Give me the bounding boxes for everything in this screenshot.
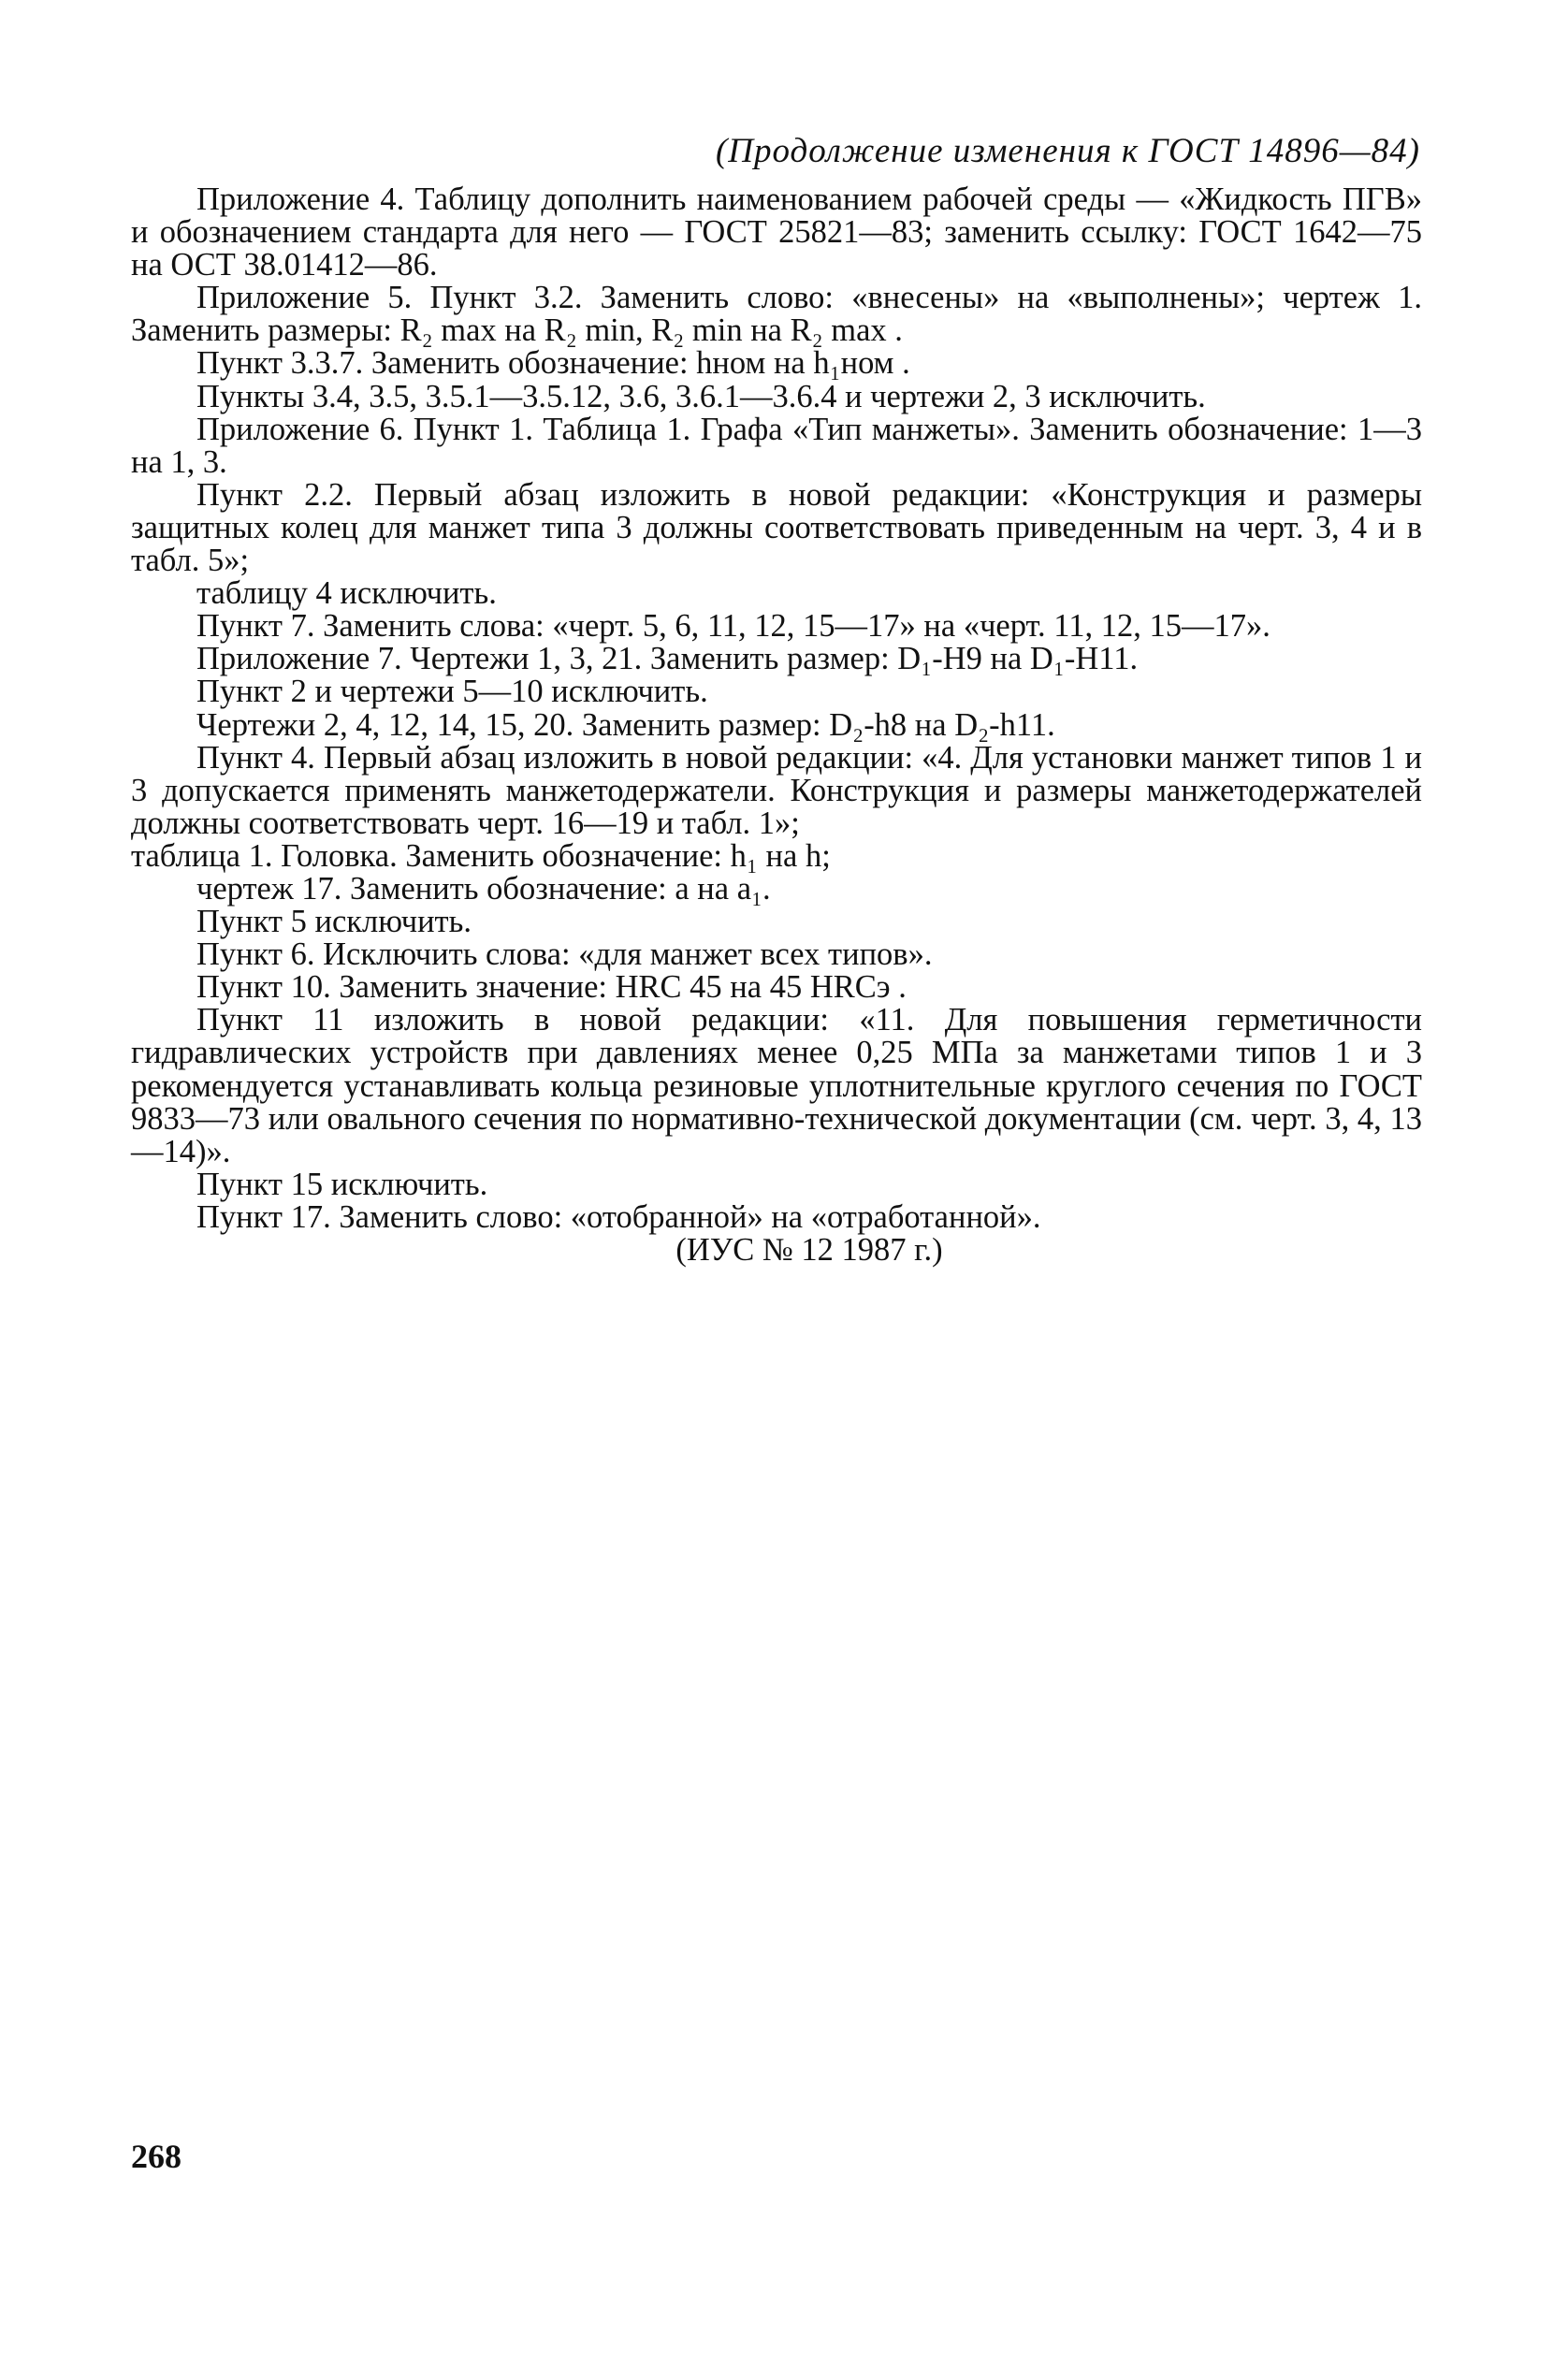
paragraph-item-17: Пункт 17. Заменить слово: «отобранной» на «отработанной». <box>196 1198 1041 1235</box>
paragraph-table-1-head: таблица 1. Головка. Заменить обозначение: h₁ на h; <box>131 837 831 874</box>
paragraph-item-11: Пункт 11 изложить в новой редакции: «11. Для повышения герметичности гидравлических устройств при давлениях менее 0,25 МПа за манжетами типов 1 и 3 рекомендуется устанавливать кольца резиновые уплотнительные круглого сечения по ГОСТ 9833—73 или овального сечения по нормативно-технической документации (см. черт. 3, 4, 13—14)». <box>131 1002 1422 1169</box>
paragraph-item-2-2: Пункт 2.2. Первый абзац изложить в новой редакции: «Конструкция и размеры защитных колец для манжет типа 3 должны соответствовать приведенным на черт. 3, 4 и в табл. 5»; <box>131 476 1422 579</box>
continuation-header: (Продолжение изменения к ГОСТ 14896—84) <box>715 132 1420 170</box>
paragraph-drawing-17: чертеж 17. Заменить обозначение: a на a₁. <box>196 870 771 907</box>
publication-reference: (ИУС № 12 1987 г.) <box>675 1232 943 1268</box>
paragraph-appendix-6: Приложение 6. Пункт 1. Таблица 1. Графа «Тип манжеты». Заменить обозначение: 1—3 на 1, 3. <box>131 411 1422 480</box>
page-number: 268 <box>131 2138 181 2175</box>
paragraph-item-15-exclude: Пункт 15 исключить. <box>196 1166 488 1202</box>
paragraph-item-10: Пункт 10. Заменить значение: HRC 45 на 45 HRCэ . <box>196 969 907 1006</box>
paragraph-items-3-4-exclude: Пункты 3.4, 3.5, 3.5.1—3.5.12, 3.6, 3.6.1—3.6.4 и чертежи 2, 3 исключить. <box>196 378 1206 414</box>
paragraph-appendix-5: Приложение 5. Пункт 3.2. Заменить слово: «внесены» на «выполнены»; чертеж 1. Заменить размеры: R₂ max на R₂ min, R₂ min на R₂ max . <box>131 280 1422 349</box>
paragraph-drawings-size: Чертежи 2, 4, 12, 14, 15, 20. Заменить размер: D₂-h8 на D₂-h11. <box>196 706 1055 743</box>
paragraph-item-3-3-7: Пункт 3.3.7. Заменить обозначение: hном на h₁ном . <box>196 345 910 382</box>
paragraph-item-7: Пункт 7. Заменить слова: «черт. 5, 6, 11, 12, 15—17» на «черт. 11, 12, 15—17». <box>196 608 1270 645</box>
document-body <box>131 183 1422 1267</box>
paragraph-appendix-7: Приложение 7. Чертежи 1, 3, 21. Заменить размер: D₁-H9 на D₁-H11. <box>196 641 1139 677</box>
paragraph-item-2-exclude: Пункт 2 и чертежи 5—10 исключить. <box>196 674 708 710</box>
paragraph-item-4: Пункт 4. Первый абзац изложить в новой редакции: «4. Для установки манжет типов 1 и 3 допускается применять манжетодержатели. Конструкция и размеры манжетодержателей должны соответствовать черт. 16—19 и табл. 1»; <box>131 739 1422 841</box>
paragraph-appendix-4: Приложение 4. Таблицу дополнить наименованием рабочей среды — «Жидкость ПГВ» и обозначением стандарта для него — ГОСТ 25821—83; заменить ссылку: ГОСТ 1642—75 на ОСТ 38.01412—86. <box>131 181 1422 283</box>
paragraph-table-4-exclude: таблицу 4 исключить. <box>196 575 497 612</box>
paragraph-item-5-exclude: Пункт 5 исключить. <box>196 904 472 940</box>
paragraph-item-6: Пункт 6. Исключить слова: «для манжет всех типов». <box>196 936 933 973</box>
